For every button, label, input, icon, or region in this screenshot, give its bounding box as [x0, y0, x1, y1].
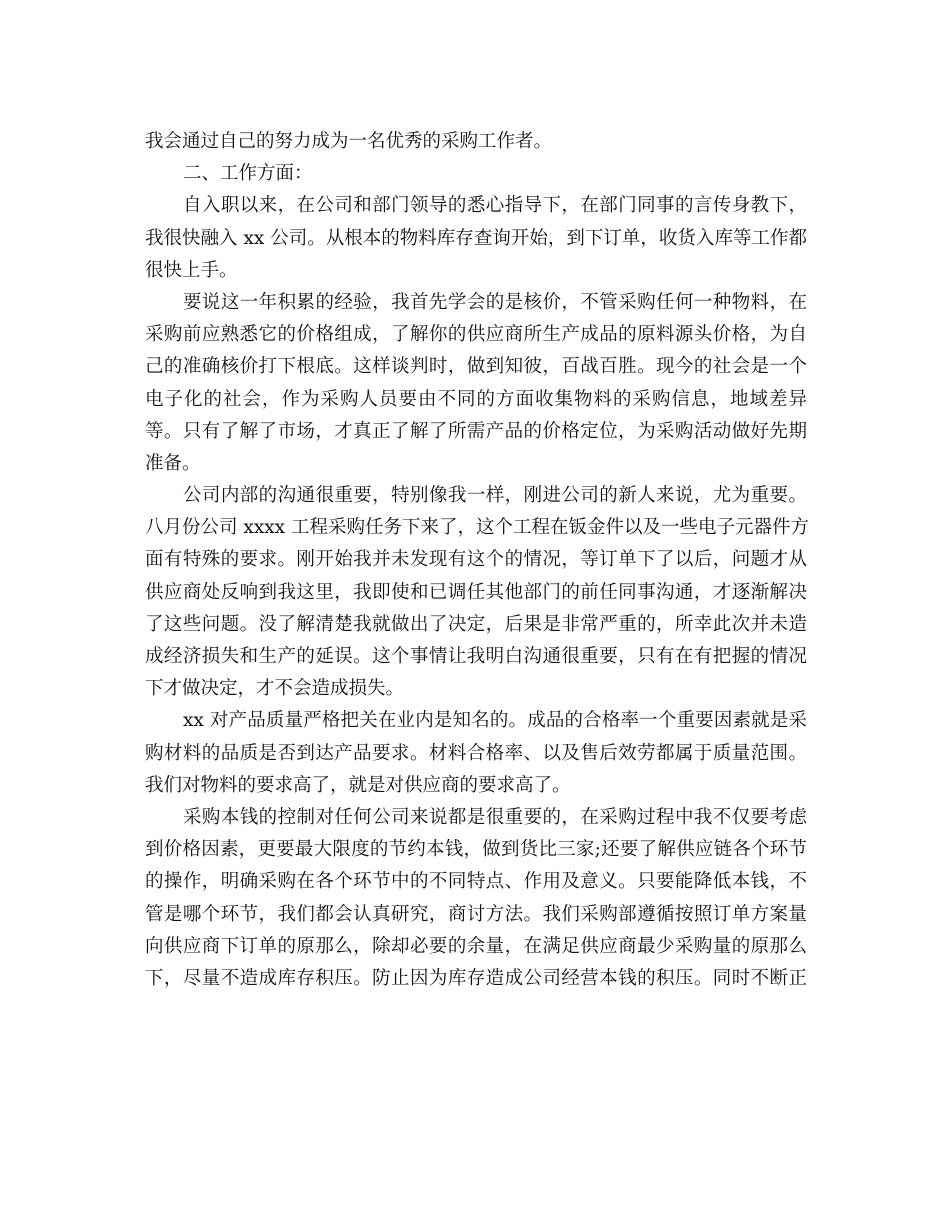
- text-line: 成经济损失和生产的延误。这个事情让我明白沟通很重要，只有在有把握的情况: [145, 646, 807, 667]
- text-line: 准备。: [145, 452, 201, 474]
- text-line: 管是哪个环节，我们都会认真研究，商讨方法。我们采购部遵循按照订单方案量: [145, 903, 807, 925]
- text-line: 我们对物料的要求高了，就是对供应商的要求高了。: [145, 774, 571, 796]
- text-line: 到价格因素，更要最大限度的节约本钱，做到货比三家;还要了解供应链各个环节: [145, 839, 807, 861]
- text-line: 很快上手。: [145, 259, 238, 281]
- text-line: xx 对产品质量严格把关在业内是知名的。成品的合格率一个重要因素就是采: [183, 710, 807, 732]
- text-line: 供应商处反响到我这里，我即使和已调任其他部门的前任同事沟通，才逐渐解决: [145, 581, 807, 603]
- text-line: 己的准确核价打下根底。这样谈判时，做到知彼，百战百胜。现今的社会是一个: [145, 356, 807, 378]
- text-line: 面有特殊的要求。刚开始我并未发现有这个的情况，等订单下了以后，问题才从: [145, 549, 807, 571]
- document-body: [145, 126, 807, 995]
- text-line: 了这些问题。没了解清楚我就做出了决定，后果是非常严重的，所幸此次并未造: [145, 613, 807, 635]
- text-line: 我很快融入 xx 公司。从根本的物料库存查询开始，到下订单，收货入库等工作都: [145, 227, 807, 249]
- text-line: 采购本钱的控制对任何公司来说都是很重要的，在采购过程中我不仅要考虑: [183, 806, 807, 828]
- text-line: 购材料的品质是否到达产品要求。材料合格率、以及售后效劳都属于质量范围。: [145, 742, 807, 764]
- text-line: 八月份公司 xxxx 工程采购任务下来了，这个工程在钣金件以及一些电子元器件方: [145, 517, 809, 539]
- section-heading: 二、工作方面：: [183, 163, 313, 185]
- text-line: 等。只有了解了市场，才真正了解了所需产品的价格定位，为采购活动做好先期: [145, 420, 807, 442]
- text-line: 电子化的社会，作为采购人员要由不同的方面收集物料的采购信息，地域差异: [145, 388, 807, 410]
- text-line: 我会通过自己的努力成为一名优秀的采购工作者。: [145, 131, 553, 152]
- text-line: 的操作，明确采购在各个环节中的不同特点、作用及意义。只要能降低本钱，不: [145, 871, 807, 893]
- text-line: 要说这一年积累的经验，我首先学会的是核价，不管采购任何一种物料，在: [183, 291, 807, 313]
- text-line: 采购前应熟悉它的价格组成，了解你的供应商所生产成品的原料源头价格，为自: [145, 324, 807, 346]
- text-line: 自入职以来，在公司和部门领导的悉心指导下，在部门同事的言传身教下，: [183, 195, 807, 217]
- text-line: 向供应商下订单的原那么，除却必要的余量，在满足供应商最少采购量的原那么: [145, 935, 807, 957]
- text-line: 公司内部的沟通很重要，特别像我一样，刚进公司的新人来说，尤为重要。: [183, 485, 807, 507]
- text-line: 下，尽量不造成库存积压。防止因为库存造成公司经营本钱的积压。同时不断正: [145, 967, 807, 989]
- text-line: 下才做决定，才不会造成损失。: [145, 678, 405, 700]
